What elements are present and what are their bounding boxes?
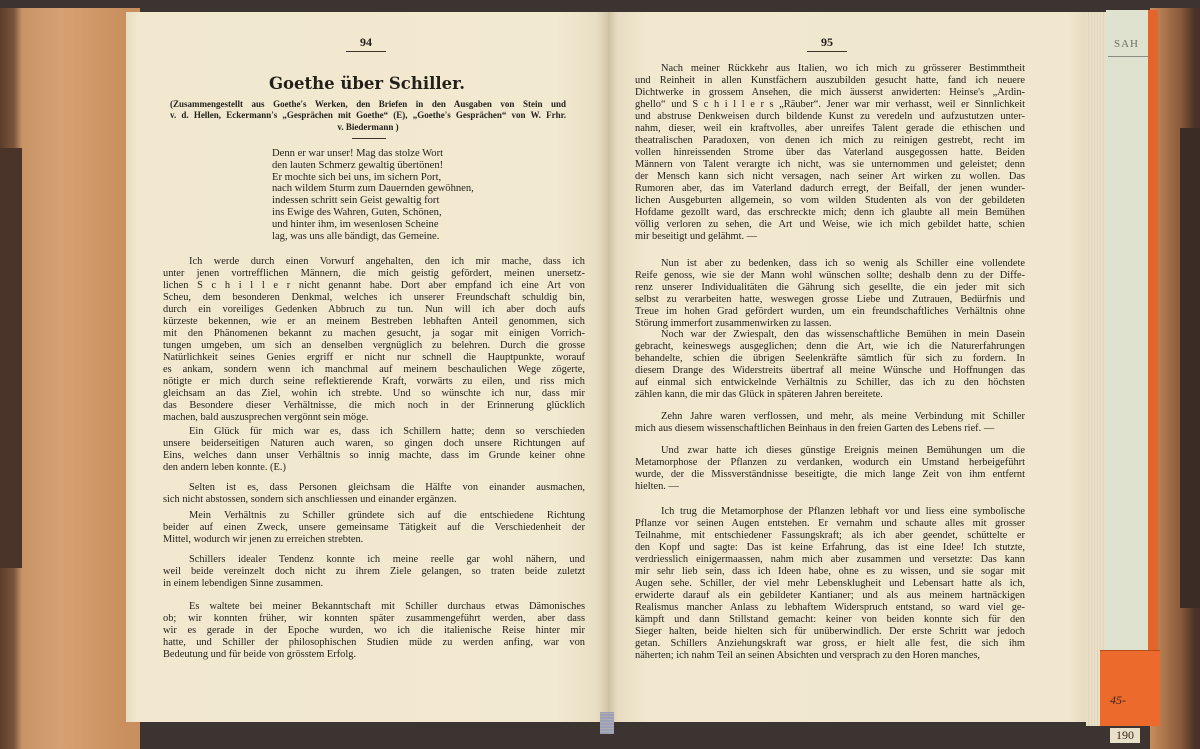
text-line: wir es gerade in der Epoche wurden, wo ich die italienische Reise hinter mir [163, 625, 585, 636]
poem-line: den lauten Schmerz gewaltig übertönen! [272, 159, 444, 171]
text-line: renz unserer Individualitäten die Gährung sich gesellte, die ein jeder mit sich [635, 282, 1025, 293]
text-line: sich nicht abstossen, sondern sich anschliessen und einander ergänzen. [163, 494, 457, 505]
text-line: Hofdame gezollt ward, das erschreckte mich; denn ich glaubte all mein Bemühen [635, 207, 1025, 218]
paragraph [635, 329, 1025, 401]
text-line: ob; wir konnten früher, wir konnten später zusammengeführt werden, aber dass [163, 613, 585, 624]
paragraph [635, 445, 1025, 493]
text-line: völlig verloren zu sehen, die Art und Weise, wie ich mich gebildet hatte, schien [635, 219, 1025, 230]
text-line: Und zwar hatte ich dieses günstige Ereignis meinen Bemühungen um die [661, 445, 1025, 456]
text-line: es ankam, sondern wenn ich manchmal auf meinem beschaulichen Wege zögerte, [163, 364, 585, 375]
text-line: zählen kann, die mir das Glück in späteren Jahren bereitete. [635, 389, 883, 400]
book-cover-left [0, 8, 140, 749]
poem-line: indessen schritt sein Geist gewaltig fort [272, 195, 440, 207]
page-edges [1086, 12, 1108, 726]
text-line: wurde, der die Missverständnisse beseitigte, die mich lange Zeit von ihm entfernt [635, 469, 1025, 480]
text-line: Mein Verhältnis zu Schiller gründete sich auf die entschiedene Richtung [189, 510, 585, 521]
text-line: Reife genoss, wie sie der Mann wohl wünschen sollte; deshalb denn zu der Diffe- [635, 270, 1025, 281]
text-line: Ein Glück für mich war es, dass ich Schillern hatte; denn so verschieden [189, 426, 585, 437]
paragraph [163, 426, 585, 474]
paragraph [163, 256, 585, 424]
text-line: hielten. — [635, 481, 679, 492]
text-line: weil beide vereinzelt doch nicht zu ihrem Ziele gelangen, so traten beide zuletzt [163, 566, 585, 577]
text-line: getan. Schillers Anziehungskraft war gross, er hielt alle fest, die sich ihm [635, 638, 1025, 649]
shelf-label [1100, 650, 1160, 726]
chapter-subtitle [170, 99, 566, 133]
slip-heading: SAH [1114, 38, 1140, 50]
text-line: diesem Drange des Widerstreits übertraf all meine Wünsche und Hoffnungen das [635, 365, 1025, 376]
text-line: mir sehr lieb sein, dass ich Ideen habe, ohne es zu wissen, und sie sogar mit [635, 566, 1025, 577]
cover-board [0, 148, 22, 568]
text-line: hatte, und Schiller der philosophischen Studien müde zu werden anfing, war von [163, 637, 585, 648]
text-line: ghello“ und S c h i l l e r s „Räuber“. Jener war mir verhasst, weil er Sinnlichkeit [635, 99, 1025, 110]
text-line: Dichtwerke in grossem Ansehen, die mich äusserst anwiderten: Heinse's „Ardin- [635, 87, 1025, 98]
poem-line: Er mochte sich bei uns, im sichern Port, [272, 171, 442, 183]
text-line: näherten; ich nahm Teil an seinen Absichten und versprach zu den Horen manches, [635, 650, 981, 661]
text-line: nötigte er mich durch seine reflektierende Kraft, vorwärts zu eilen, und riss mich [163, 376, 585, 387]
paragraph [635, 411, 1025, 435]
text-line: Zehn Jahre waren verflossen, und mehr, als meine Verbindung mit Schiller [661, 411, 1025, 422]
text-line: Noch war der Zwiespalt, den das wissenschaftliche Bemühen in mein Dasein [661, 329, 1025, 340]
text-line: Bedeutung und für beide von grösstem Erfolg. [163, 649, 357, 660]
text-line: unsere beiderseitigen Naturen auch waren, so gingen doch unsere Richtungen auf [163, 438, 585, 449]
poem-line: nach wildem Sturm zum Dauernden gewöhnen, [272, 183, 474, 195]
binding-thread [600, 712, 614, 734]
text-line: das Besondere dieser Verhältnisse, die mich noch in der Erinnerung glücklich [163, 400, 585, 411]
text-line: Es waltete bei meiner Bekanntschaft mit Schiller durchaus etwas Dämonisches [189, 601, 585, 612]
text-line: behandelte, schien die übrigen Seelenkräfte sämtlich für sich zu fordern. In [635, 353, 1025, 364]
paragraph [163, 554, 585, 590]
text-line: kämpft und dann Stillstand gemacht: keiner von beiden konnte sich für den [635, 614, 1025, 625]
text-line: nahm, dieser, weil ein kraftvolles, aber unreifes Talent gerade die ethischen und [635, 123, 1025, 134]
text-line: den andern leben konnte. (E.) [163, 462, 286, 473]
page-number: 94 [346, 34, 386, 52]
text-line: Scheu, dem besonderen Denkmal, welches ich unserer Freundschaft schuldig bin, [163, 292, 585, 303]
paragraph [635, 258, 1025, 330]
cover-board [1180, 128, 1200, 608]
text-line: und Reinheit in allen Kunstfächern auszubilden gesucht hatte, fand ich neuere [635, 75, 1025, 86]
text-line: Rumoren aber, das im Vaterland dadurch erregt, der Beifall, der jenen wunder- [635, 183, 1025, 194]
poem-line: Denn er war unser! Mag das stolze Wort [272, 148, 444, 159]
paragraph [163, 482, 585, 506]
text-line: mit den Phänomenen bekannt zu machen gesucht, ja sogar mit einigen Vorrich- [163, 328, 585, 339]
text-line: durch ein voreiliges Gedenken Abbruch zu tun. Nun will ich aber doch aufs [163, 304, 585, 315]
page-number: 95 [807, 34, 847, 52]
text-line: Schillers idealer Tendenz konnte ich meine reelle gar wohl nähern, und [189, 554, 585, 565]
text-line: selbst zu verarbeiten hatte, weswegen grosse Liebe und Zutrauen, Bedürfnis und [635, 294, 1025, 305]
paragraph [635, 63, 1025, 243]
text-line: theatralischen Paradoxen, von denen ich mich zu reinigen gestrebt, recht im [635, 135, 1025, 146]
text-line: Treue im hohen Grad gefördert wurden, um ein freundschaftliches Verhältnis ohne [635, 306, 1025, 317]
text-line: und abstruse Denkweisen durch bildende Kunst zu veredeln und aufzustutzen unter- [635, 111, 1025, 122]
text-line: Ich werde durch einen Vorwurf angehalten, den ich mir mache, dass ich [189, 256, 585, 267]
subtitle-line: v. Biedermann ) [337, 121, 399, 132]
paragraph [163, 510, 585, 546]
text-line: vollen hinreissenden Strome über das Vaterland ausgegossen hatte. Beiden [635, 147, 1025, 158]
text-line: gleichsam an das Ziel, wohin ich strebte. Und so wünschte ich nur, dass mir [163, 388, 585, 399]
text-line: Augen sehe. Schiller, der viel mehr Lebensklugheit und Lebensart hatte als ich, [635, 578, 1025, 589]
text-line: Selten ist es, dass Personen gleichsam die Hälfte von einander ausmachen, [189, 482, 585, 493]
text-line: Nun ist aber zu bedenken, dass ich so wenig als Schiller eine vollendete [661, 258, 1025, 269]
subtitle-line: (Zusammengestellt aus Goethe's Werken, den Briefen in den Ausgaben von Stein und [170, 99, 566, 109]
text-line: beider auf einen Zweck, unsere gemeinsame Tätigkeit auf die Verschiedenheit der [163, 522, 585, 533]
text-line: unter jenen vortrefflichen Männern, die mich geistig gefördert, meinen unersetz- [163, 268, 585, 279]
text-line: verdriesslich einigermaassen, nahm mich aber zusammen und versetzte: Das kann [635, 554, 1025, 565]
text-line: auf einmal sich entwickelnde Verhältnis zu Schiller, das ich zu den höchsten [635, 377, 1025, 388]
text-line: Teilnahme, mit entschiedener Fassungskraft; als ich aber geendet, schüttelte er [635, 530, 1025, 541]
text-line: gebracht, keineswegs ausgeglichen; denn die Art, wie ich die Naturerfahrungen [635, 341, 1025, 352]
text-line: mir beseitigt und gelähmt. — [635, 231, 758, 242]
text-line: Ich trug die Metamorphose der Pflanzen lebhaft vor und liess eine symbolische [661, 506, 1025, 517]
text-line: Mittel, wodurch wir jenen zu erreichen strebten. [163, 534, 364, 545]
text-line: machen, bald auszusprechen vergönnt sein möge. [163, 412, 369, 423]
poem-line: ins Ewige des Wahren, Guten, Schönen, [272, 206, 442, 218]
text-line: Eins, welches dann unser Verhältnis so innig machte, dass im Grunde keiner ohne [163, 450, 585, 461]
text-line: der Mensch kann sich nicht versagen, nach seiner Art wirken zu wollen. Das [635, 171, 1025, 182]
text-line: den Kopf und sagte: Das ist keine Erfahrung, das ist eine Idee! Ich stutzte, [635, 542, 1025, 553]
paragraph [163, 601, 585, 661]
text-line: Metamorphose der Pflanzen zu verdanken, wodurch ein Umstand herbeigeführt [635, 457, 1025, 468]
text-line: Realismus mancher Anlass zu lebhaftem Widerspruch entstand, so ward viel ge- [635, 602, 1025, 613]
text-line: Sieger halten, beide hielten sich für unüberwindlich. Der erste Schritt war jedoch [635, 626, 1025, 637]
subtitle-line: v. d. Hellen, Eckermann's „Gesprächen mit Goethe“ (E), „Goethe's Gesprächen“ von W. Frhr. [170, 110, 566, 121]
bookmark-strip [1148, 10, 1158, 720]
text-line: lichen Ausgeburten allgemein, so vom wilden Studenten als von der gebildeten [635, 195, 1025, 206]
poem-line: und hinter ihm, im wesenlosen Scheine [272, 218, 439, 230]
text-line: erwiderte darauf als ein gebildeter Kantianer; und als aus meinem hartnäckigen [635, 590, 1025, 601]
text-line: Männern von Talent verargte ich nicht, was sie unternommen und geleistet; denn [635, 159, 1025, 170]
label-year: 190 [1110, 728, 1140, 743]
text-line: kürzeste bekennen, wie er an meinem Bestreben lebhaften Anteil genommen, sich [163, 316, 585, 327]
poem-epigraph [272, 148, 474, 242]
chapter-title: Goethe über Schiller. [268, 74, 466, 93]
label-handwriting: 45- [1110, 693, 1126, 707]
slip-rule [1108, 56, 1148, 57]
poem-line: lag, was uns alle bändigt, das Gemeine. [272, 230, 440, 242]
text-line: Natürlichkeit seines Genies ergriff er nicht nur schnell die Hauptpunkte, worauf [163, 352, 585, 363]
paragraph [635, 506, 1025, 662]
title-divider [352, 138, 386, 139]
text-line: mich aus diesem wissenschaftlichen Beinhaus in den freien Garten des Lebens rief. — [635, 423, 995, 434]
text-line: tungen umgeben, um sich an denselben vergnüglich zu belehren. Durch die grosse [163, 340, 585, 351]
text-line: Störung immerfort zusammenwirken zu lassen. [635, 318, 832, 329]
text-line: Nach meiner Rückkehr aus Italien, wo ich mich zu grösserer Bestimmtheit [661, 63, 1025, 74]
left-page [126, 12, 608, 722]
right-page [608, 12, 1086, 722]
text-line: in einem lebendigen Sinne zusammen. [163, 578, 324, 589]
text-line: Pflanze vor seinen Augen entstehen. Er vernahm und schaute alles mit grosser [635, 518, 1025, 529]
text-line: lichen S c h i l l e r nicht genannt habe. Dort aber empfand ich eine Art von [163, 280, 585, 291]
inserted-slip [1106, 10, 1150, 655]
